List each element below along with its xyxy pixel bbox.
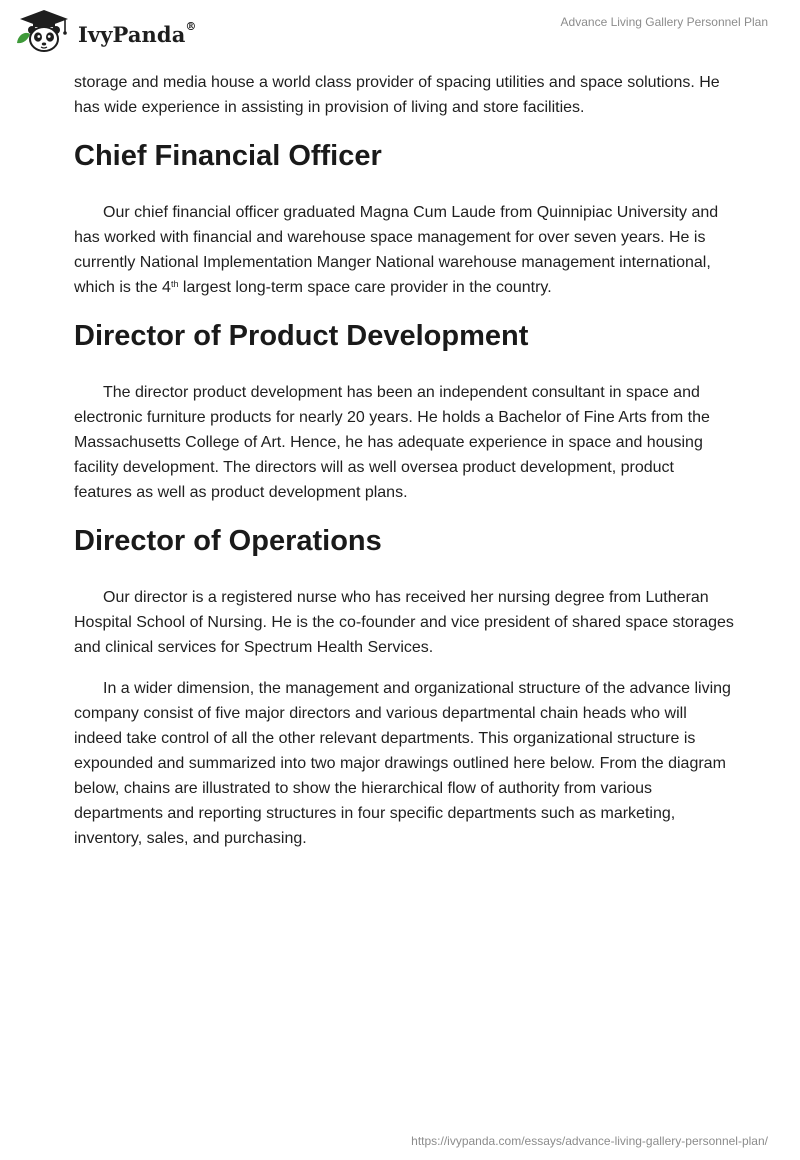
brand-logo[interactable]: [14, 8, 197, 56]
panda-graduate-icon: [14, 8, 74, 56]
heading-director-product-development: Director of Product Development: [74, 320, 529, 352]
intro-paragraph: storage and media house a world class provider of spacing utilities and space solutions. He has wide experience in assisting in provision of living and store facilities.: [74, 74, 720, 116]
cfo-paragraph-text: Our chief financial officer graduated Magna Cum Laude from Quinnipiac University and has worked with financial and warehouse space management for over seven years. He is currently National Implementation Manger National warehouse management international, which is the 4: [74, 204, 719, 296]
heading-director-operations: Director of Operations: [74, 525, 382, 557]
brand-name: [78, 19, 197, 47]
registered-mark: ®: [185, 19, 197, 33]
brand-name-text: IvyPanda: [78, 21, 186, 47]
operations-paragraph-1: Our director is a registered nurse who has received her nursing degree from Lutheran Hospital School of Nursing. He is the co-founder and vice president of shared space storages and clinical services for Spectrum Health Services.: [74, 589, 734, 656]
page-header: [0, 0, 800, 64]
document-title: Advance Living Gallery Personnel Plan: [560, 15, 768, 29]
heading-chief-financial-officer: Chief Financial Officer: [74, 140, 382, 172]
source-url-link[interactable]: https://ivypanda.com/essays/advance-living-gallery-personnel-plan/: [411, 1134, 768, 1148]
cfo-paragraph: [74, 200, 734, 300]
cfo-paragraph-text-end: largest long-term space care provider in the country.: [178, 279, 552, 296]
operations-paragraph-2: In a wider dimension, the management and organizational structure of the advance living company consist of five major directors and various departmental chain heads who will indeed take control of all the other relevant departments. This organizational structure is expounded and summarized into two major drawings outlined here below. From the diagram below, chains are illustrated to show the hierarchical flow of authority from various departments and reporting structures in four specific departments such as marketing, inventory, sales, and purchasing.: [74, 680, 731, 847]
document-body: [74, 70, 734, 867]
ordinal-superscript: th: [170, 279, 179, 289]
product-development-paragraph: The director product development has been an independent consultant in space and electronic furniture products for nearly 20 years. He holds a Bachelor of Fine Arts from the Massachusetts College of Art. Hence, he has adequate experience in space and housing facility development. The directors will as well oversea product development, product features as well as product development plans.: [74, 384, 710, 501]
